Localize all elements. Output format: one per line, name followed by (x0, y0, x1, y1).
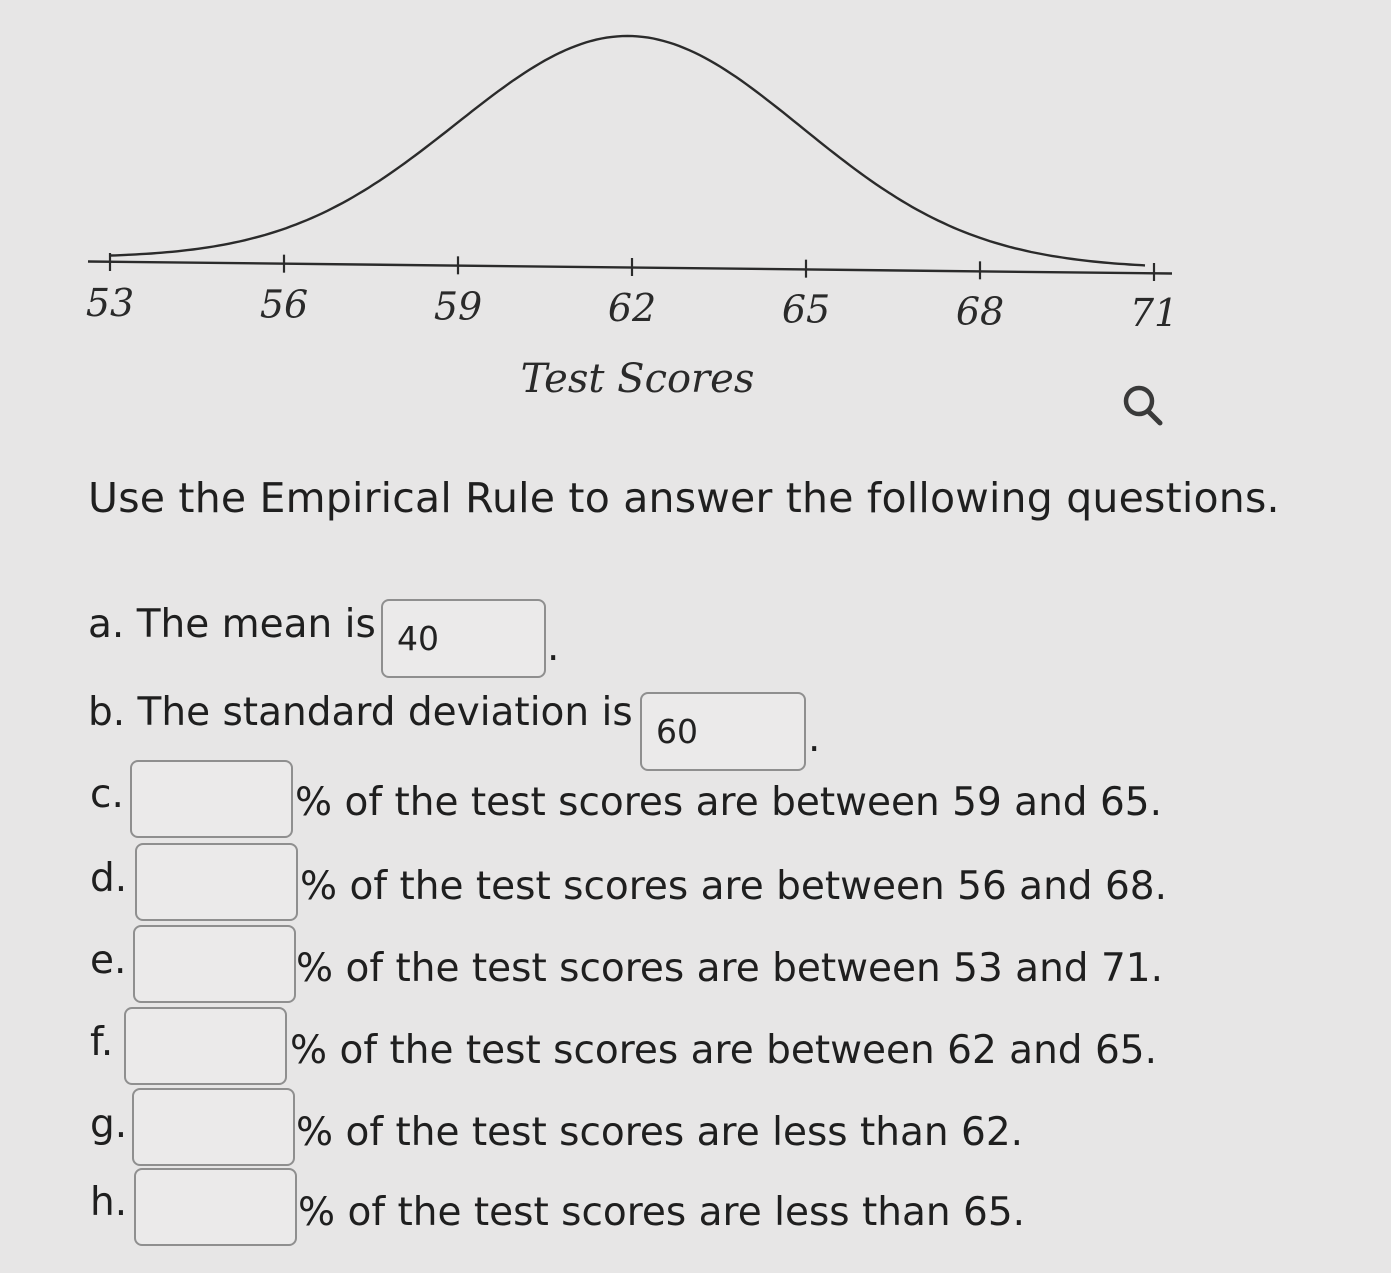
question-f-letter: f. (90, 1020, 114, 1065)
question-d-text: % of the test scores are between 56 and 68. (300, 864, 1167, 909)
question-h-letter: h. (90, 1180, 128, 1225)
std-dev-input[interactable] (640, 692, 806, 771)
question-d-letter: d. (90, 856, 128, 901)
question-a (88, 602, 376, 647)
question-e-letter: e. (90, 938, 127, 983)
question-f-input[interactable] (124, 1007, 287, 1085)
instruction-text: Use the Empirical Rule to answer the following questions. (88, 474, 1280, 522)
question-b-suffix: . (808, 716, 821, 761)
x-axis (88, 262, 1172, 274)
x-tick-label-59: 59 (433, 284, 483, 329)
search-icon[interactable] (1118, 382, 1168, 432)
question-g-input[interactable] (132, 1088, 295, 1166)
x-tick-label-65: 65 (781, 287, 831, 332)
bell-curve (110, 36, 1145, 265)
mean-input-value: 40 (397, 619, 439, 658)
question-b-prefix: b. The standard deviation is (88, 690, 633, 735)
x-axis-title: Test Scores (520, 356, 755, 402)
question-c-text: % of the test scores are between 59 and 65. (295, 780, 1162, 825)
question-e-input[interactable] (133, 925, 296, 1003)
question-d-input[interactable] (135, 843, 298, 921)
x-tick-label-62: 62 (607, 286, 657, 330)
question-c-letter: c. (90, 772, 124, 817)
question-c-input[interactable] (130, 760, 293, 838)
x-tick-label-53: 53 (85, 281, 135, 325)
question-a-prefix: a. The mean is (88, 602, 376, 647)
question-a-suffix: . (547, 625, 560, 670)
question-g-text: % of the test scores are less than 62. (296, 1110, 1024, 1155)
std-dev-input-value: 60 (656, 712, 698, 751)
normal-distribution-chart (0, 0, 1391, 440)
question-g-letter: g. (90, 1102, 128, 1147)
question-b (88, 690, 633, 735)
question-h-input[interactable] (134, 1168, 297, 1246)
x-tick-label-71: 71 (1129, 291, 1179, 335)
question-h-text: % of the test scores are less than 65. (298, 1190, 1026, 1235)
x-tick-label-56: 56 (259, 282, 309, 327)
x-tick-label-68: 68 (955, 289, 1005, 334)
question-e-text: % of the test scores are between 53 and 71. (296, 946, 1163, 991)
mean-input[interactable] (381, 599, 546, 678)
question-f-text: % of the test scores are between 62 and 65. (290, 1028, 1157, 1073)
